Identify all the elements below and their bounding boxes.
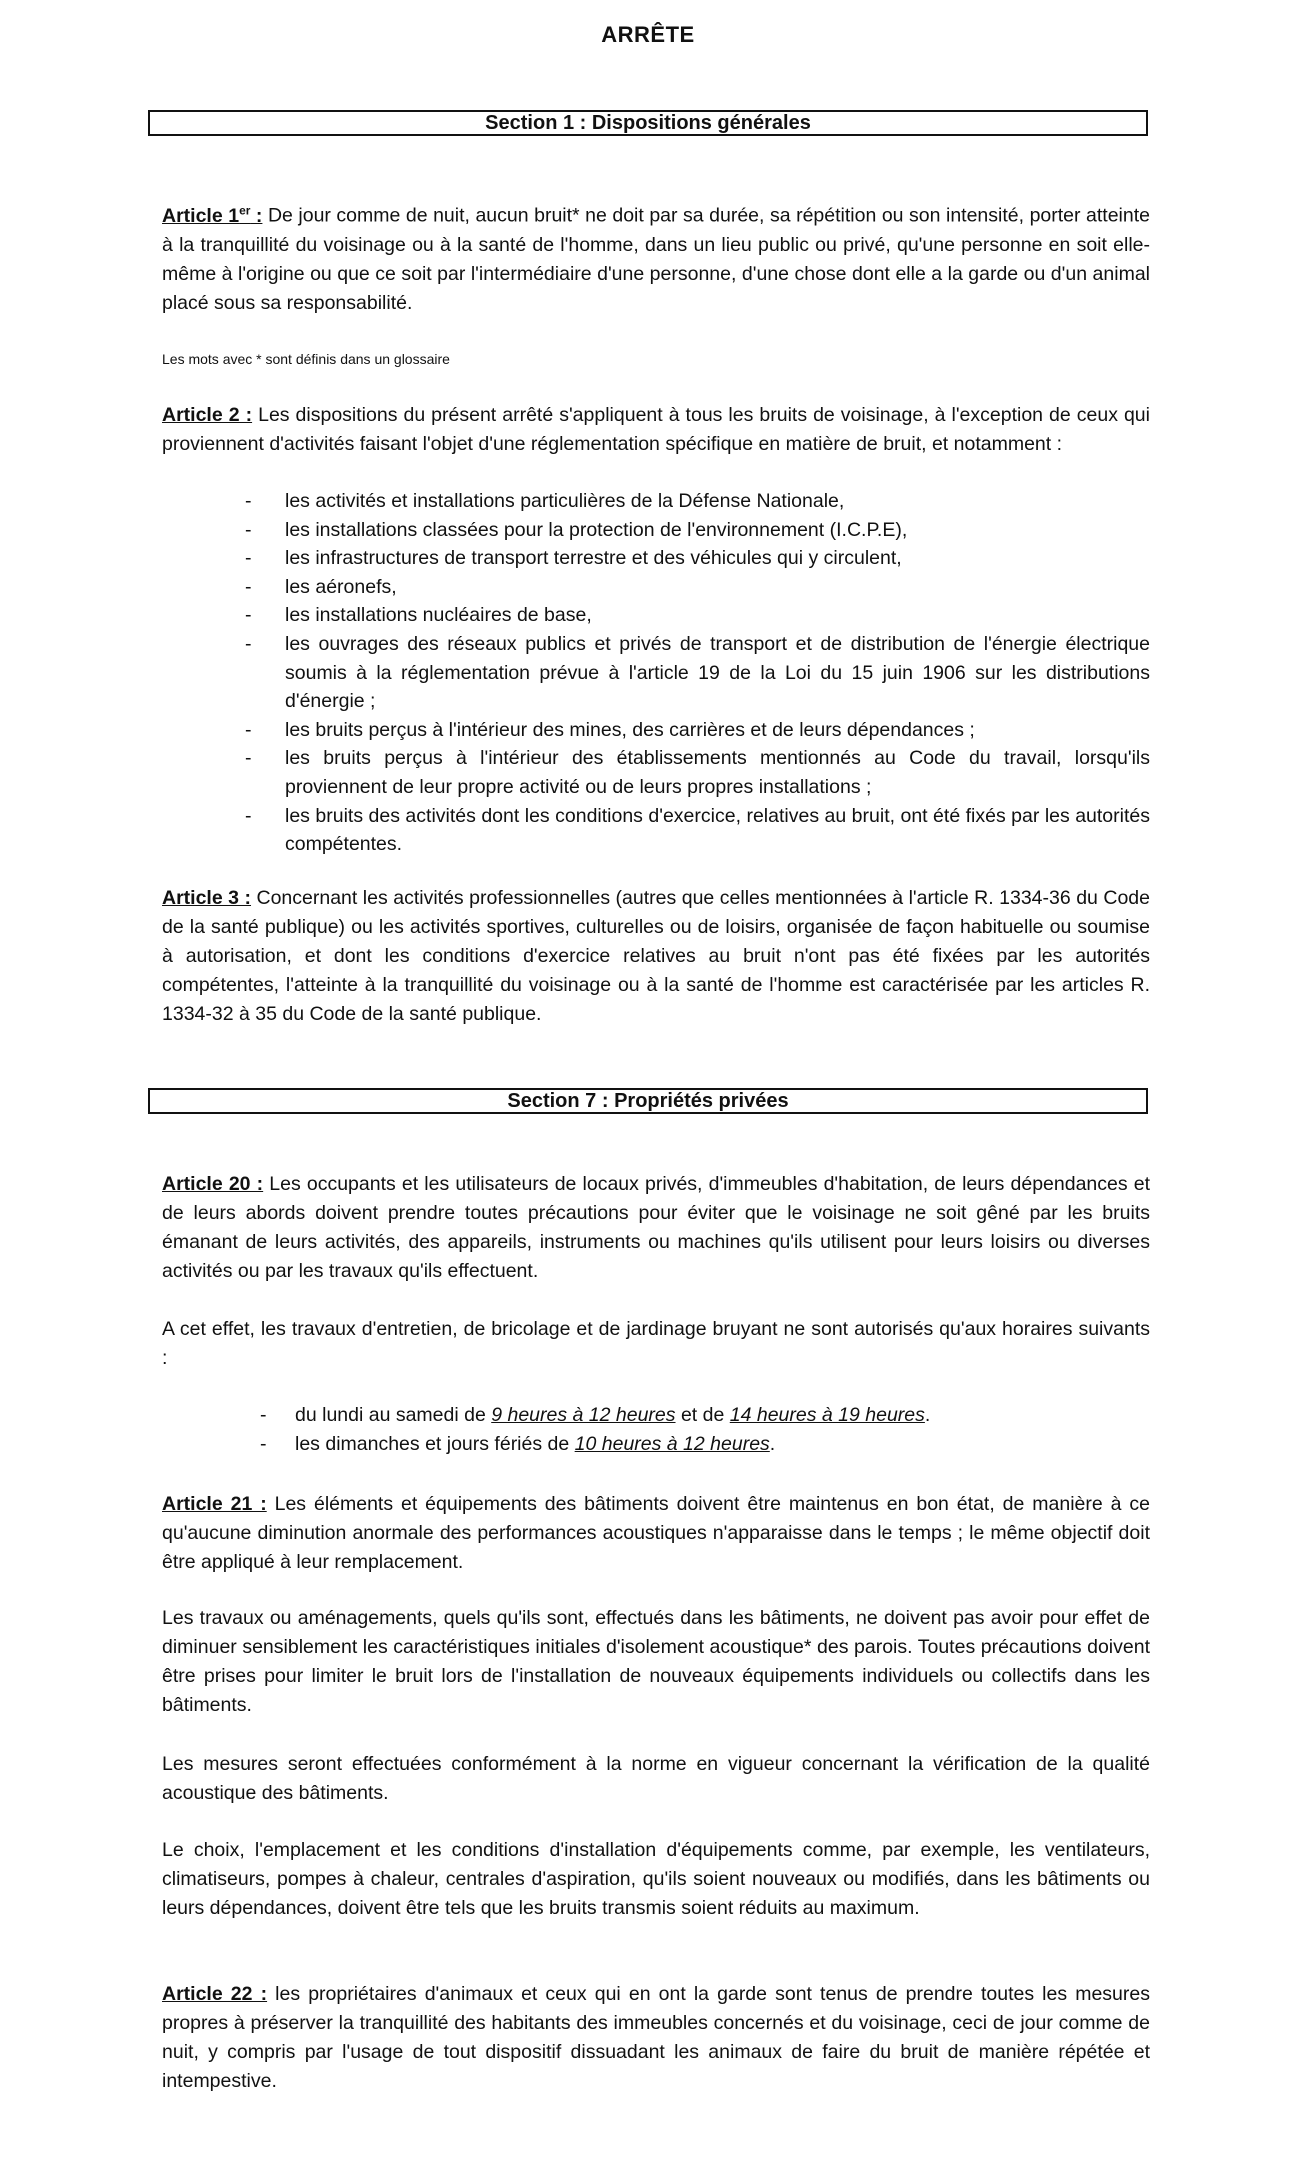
list-item: - les installations classées pour la protection de l'environnement (I.C.P.E), (285, 516, 1150, 545)
glossary-note: Les mots avec * sont définis dans un glossaire (162, 351, 450, 367)
document-title: ARRÊTE (601, 22, 695, 47)
list-item: - les installations nucléaires de base, (285, 601, 1150, 630)
article-20-label: Article 20 : (162, 1173, 264, 1195)
section-7-header: Section 7 : Propriétés privées (148, 1088, 1148, 1114)
article-21-paragraph-3: Les mesures seront effectuées conformément à la norme en vigueur concernant la vérification de la qualité acoustique des bâtiments. (162, 1753, 1150, 1804)
article-22-text: les propriétaires d'animaux et ceux qui en ont la garde sont tenus de prendre toutes les mesures propres à préserver la tranquillité des habitants des immeubles concernés et du voisinage, ceci de jour comme de nuit, y compris par l'usage de tout dispositif dissuadant les animaux de faire du bruit de manière répétée et intempestive. (162, 1983, 1150, 2092)
article-3-label: Article 3 : (162, 887, 252, 909)
list-item: - les activités et installations particulières de la Défense Nationale, (285, 487, 1150, 516)
article-2 (162, 401, 1150, 459)
article-20-paragraph-2: A cet effet, les travaux d'entretien, de bricolage et de jardinage bruyant ne sont autorisés qu'aux horaires suivants : (162, 1318, 1150, 1369)
section-1-header: Section 1 : Dispositions générales (148, 110, 1148, 136)
article-1 (162, 196, 1150, 318)
list-item: - les bruits perçus à l'intérieur des mines, des carrières et de leurs dépendances ; (285, 716, 1150, 745)
article-22-label: Article 22 : (162, 1983, 268, 2005)
list-item: - les bruits des activités dont les conditions d'exercice, relatives au bruit, ont été fixés par les autorités compétentes. (285, 802, 1150, 859)
article-20 (162, 1170, 1150, 1286)
list-item: - les infrastructures de transport terrestre et des véhicules qui y circulent, (285, 544, 1150, 573)
article-2-text: Les dispositions du présent arrêté s'appliquent à tous les bruits de voisinage, à l'exception de ceux qui proviennent d'activités faisant l'objet d'une réglementation spécifique en matière de bruit, et notamment : (162, 404, 1150, 455)
article-2-label: Article 2 : (162, 404, 253, 426)
list-item: - les aéronefs, (285, 573, 1150, 602)
article-22 (162, 1980, 1150, 2096)
article-1-text: De jour comme de nuit, aucun bruit* ne doit par sa durée, sa répétition ou son intensité, porter atteinte à la tranquillité du voisinage ou à la santé de l'homme, dans un lieu public ou privé, qu'une personne en soit elle-même à l'origine ou que ce soit par l'intermédiaire d'une personne, d'une chose dont elle a la garde ou d'un animal placé sous sa responsabilité. (162, 204, 1150, 314)
hours-sunday: - les dimanches et jours fériés de 10 heures à 12 heures. (295, 1430, 1145, 1459)
article-21-text: Les éléments et équipements des bâtiments doivent être maintenus en bon état, de manière à ce qu'aucune diminution anormale des performances acoustiques n'apparaisse dans le temps ; le même objectif doit être appliqué à leur remplacement. (162, 1493, 1150, 1573)
article-3 (162, 884, 1150, 1029)
article-3-text: Concernant les activités professionnelles (autres que celles mentionnées à l'article R. 1334-36 du Code de la santé publique) ou les activités sportives, culturelles ou de loisirs, organisée de façon habituelle ou soumise à autorisation, et dont les conditions d'exercice relatives au bruit n'ont pas été fixées par les autorités compétentes, l'atteinte à la tranquillité du voisinage ou à la santé de l'homme est caractérisée par les articles R. 1334-32 à 35 du Code de la santé publique. (162, 887, 1150, 1025)
list-item: - les bruits perçus à l'intérieur des établissements mentionnés au Code du travail, lorsqu'ils proviennent de leur propre activité ou de leurs propres installations ; (285, 744, 1150, 801)
article-2-list (285, 487, 1150, 859)
article-20-text: Les occupants et les utilisateurs de locaux privés, d'immeubles d'habitation, de leurs dépendances et de leurs abords doivent prendre toutes précautions pour éviter que le voisinage ne soit gêné par les bruits émanant de leurs activités, des appareils, instruments ou machines qu'ils utilisent pour leurs loisirs ou diverses activités ou par les travaux qu'ils effectuent. (162, 1173, 1151, 1282)
article-21-paragraph-4: Le choix, l'emplacement et les conditions d'installation d'équipements comme, par exemple, les ventilateurs, climatiseurs, pompes à chaleur, centrales d'aspiration, qu'ils soient nouveaux ou modifiés, dans les bâtiments ou leurs dépendances, doivent être tels que les bruits transmis soient réduits au maximum. (162, 1839, 1150, 1919)
article-1-label: Article 1er : (162, 203, 263, 227)
article-21 (162, 1490, 1150, 1577)
list-item: - les ouvrages des réseaux publics et privés de transport et de distribution de l'énergie électrique soumis à la réglementation prévue à l'article 19 de la Loi du 15 juin 1906 sur les distributions d'énergie ; (285, 630, 1150, 716)
hours-weekday: - du lundi au samedi de 9 heures à 12 heures et de 14 heures à 19 heures. (295, 1401, 1145, 1430)
article-21-label: Article 21 : (162, 1493, 267, 1515)
article-21-paragraph-2: Les travaux ou aménagements, quels qu'ils sont, effectués dans les bâtiments, ne doivent pas avoir pour effet de diminuer sensiblement les caractéristiques initiales d'isolement acoustique* des parois. Toutes précautions doivent être prises pour limiter le bruit lors de l'installation de nouveaux équipements individuels ou collectifs dans les bâtiments. (162, 1607, 1150, 1716)
hours-list (295, 1401, 1145, 1459)
